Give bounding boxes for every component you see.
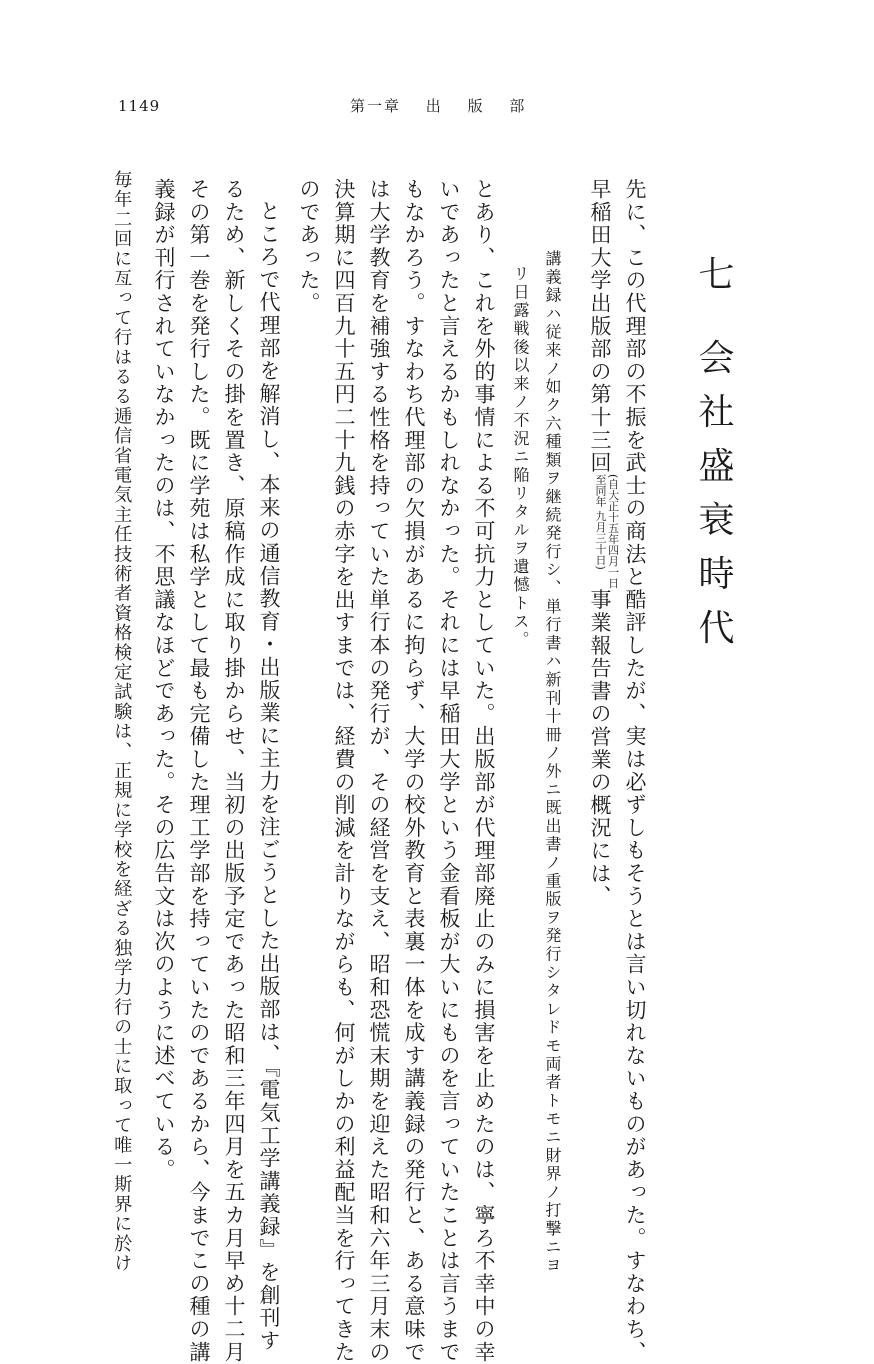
body-column-12: るため、新しくその掛を置き、原稿作成に取り掛からせ、当初の出版予定であった昭和三年四月を五カ月早め十二月 bbox=[222, 178, 246, 1364]
body-column-14: 義録が刊行されていなかったのは、不思議なほどであった。その広告文は次のように述べている。 bbox=[152, 178, 176, 1182]
section-title: 七 会社盛衰時代 bbox=[693, 255, 734, 663]
body-column-13: その第一巻を発行した。既に学苑は私学として最も完備した理工学部を持っていたのであるから、今までこの種の講 bbox=[187, 178, 211, 1364]
body-column-5: とあり、これを外的事情による不可抗力としていた。出版部が代理部廃止のみに損害を止めたのは、寧ろ不幸中の幸 bbox=[472, 178, 496, 1364]
body-column-8: は大学教育を補強する性格を持っていた単行本の発行が、その経営を支え、昭和恐慌末期を迎えた昭和六年三月末の bbox=[367, 178, 391, 1364]
quotation-line-2: リ日露戦後以来ノ不況ニ陥リタルヲ遺憾トス。 bbox=[511, 265, 530, 650]
body-column-6: いであったと言えるかもしれなかった。それには早稲田大学という金看板が大いにものを言っていたことは言うまで bbox=[437, 178, 461, 1364]
chapter-title-char-3: 部 bbox=[509, 97, 527, 115]
quotation-line-1: 講義録ハ従来ノ如ク六種類ヲ継続発行シ、単行書ハ新刊十冊ノ外ニ既出書ノ重版ヲ発行シタレドモ両者トモニ財界ノ打撃ニヨ bbox=[543, 250, 562, 1275]
date-range-note bbox=[593, 474, 618, 588]
body-column-9: 決算期に四百九十五円二十九銭の赤字を出すまでは、経費の削減を計りながらも、何がしかの利益配当を行ってきた bbox=[332, 178, 356, 1364]
date-range-note-line-1: (自大正十五年四月一日 bbox=[606, 474, 620, 589]
body-column-2 bbox=[589, 178, 619, 908]
body-column-2-text-a: 早稲田大学出版部の第十三回 bbox=[588, 178, 612, 475]
body-column-10: のであった。 bbox=[297, 178, 321, 315]
chapter-label: 第一章 bbox=[350, 97, 402, 115]
body-column-7: もなかろう。すなわち代理部の欠損があるに拘らず、大学の校外教育と表裏一体を成す講義録の発行と、ある意味で bbox=[402, 178, 426, 1364]
chapter-title-char-2: 版 bbox=[467, 97, 485, 115]
page-number: 1149 bbox=[118, 97, 161, 115]
body-column-11: ところで代理部を解消し、本来の通信教育・出版業に主力を注ごうとした出版部は、『電気工学講義録』を創刊す bbox=[257, 200, 281, 1353]
body-column-1: 先に、この代理部の不振を武士の商法と酷評したが、実は必ずしもそうとは言い切れないものがあった。すなわち、 bbox=[623, 178, 647, 1364]
date-range-note-line-2: 至同年 九月三十日) bbox=[594, 474, 607, 571]
body-column-15: 毎年二回に亙って行はるる逓信省電気主任技術者資格検定試験は、正規に学校を経ざる独学力行の士に取って唯一斯界に於け bbox=[111, 170, 133, 1274]
running-header bbox=[0, 95, 874, 125]
chapter-title-char-1: 出 bbox=[425, 97, 443, 115]
running-head bbox=[350, 95, 544, 116]
body-column-2-text-b: 事業報告書の営業の概況には、 bbox=[588, 588, 612, 908]
